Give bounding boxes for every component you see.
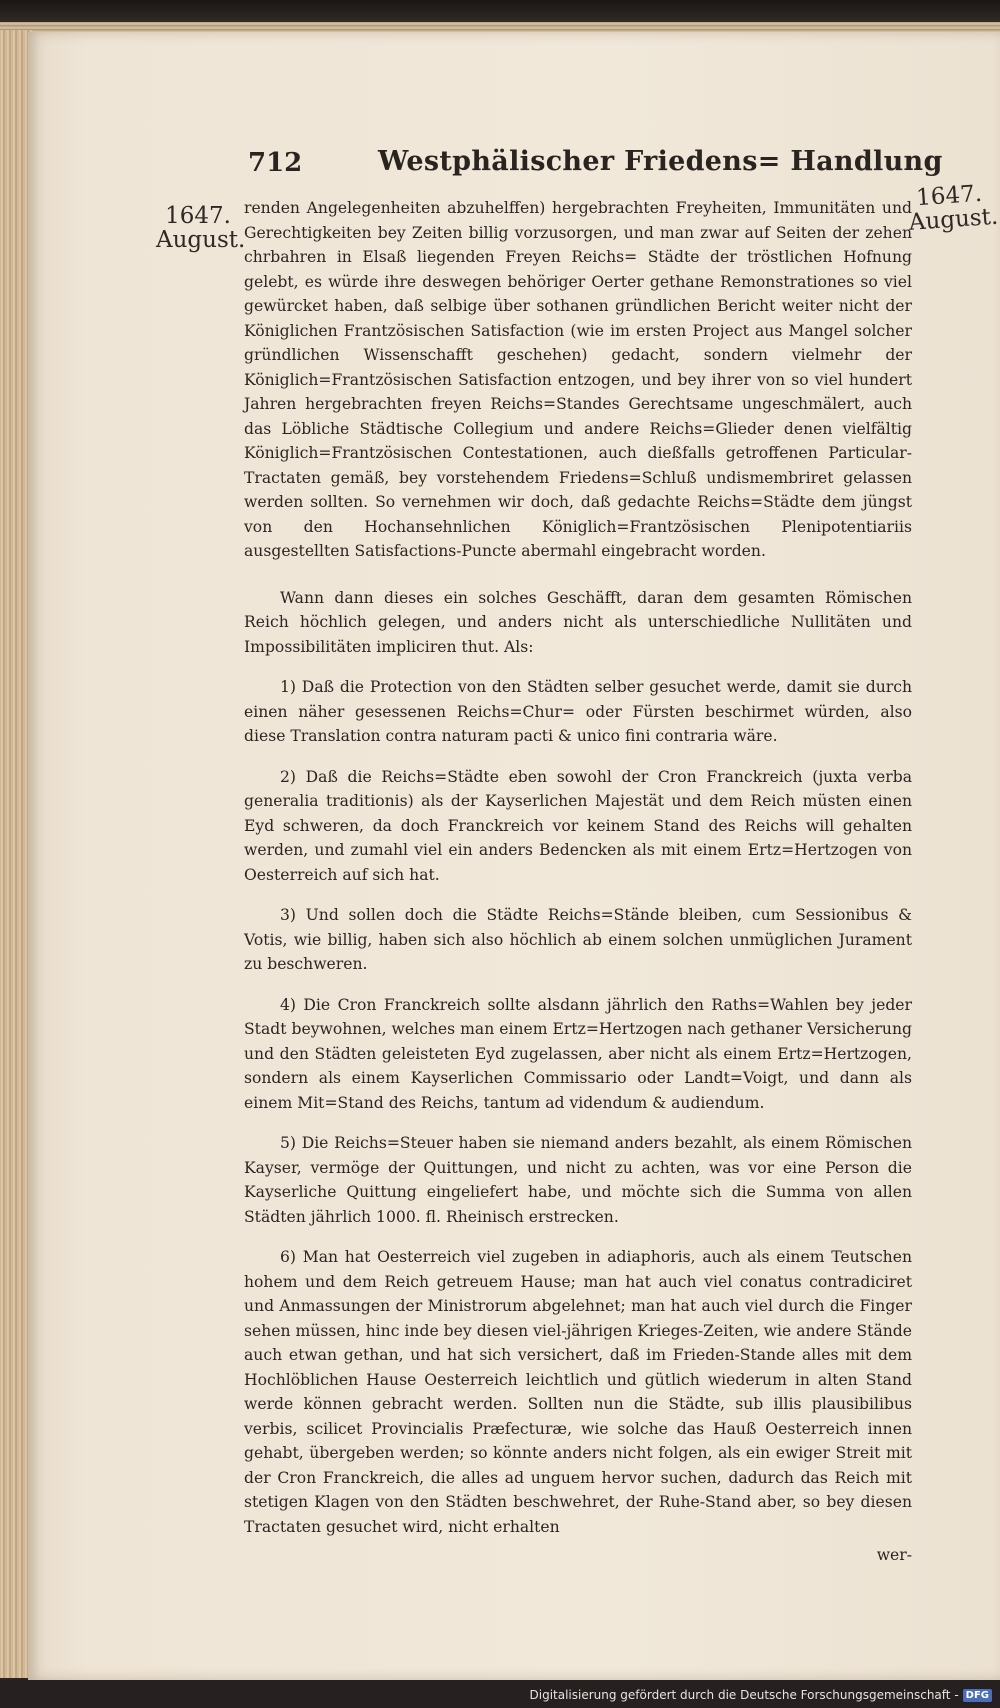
paragraph-point-5: 5) Die Reichs=Steuer haben sie niemand anders bezahlt, als einem Römischen Kayser, vermöge der Quittungen, und nicht zu achten, was vor eine Person die Kayserliche Quittung eingeliefert habe, und möchte sich die Summa von allen Städten jährlich 1000. fl. Rheinisch erstrecken.	[244, 1134, 912, 1226]
margin-date-right	[906, 180, 999, 236]
catchword: wer-	[876, 1546, 912, 1564]
margin-month-right: August.	[908, 203, 999, 236]
paragraph-point-4: 4) Die Cron Franckreich sollte alsdann jährlich den Raths=Wahlen bey jeder Stadt beywohnen, welches man einem Ertz=Hertzogen nach gethaner Versicherung und den Städten geleisteten Eyd zugelassen, aber nicht als einem Ertz=Hertzogen, sondern als einem Kayserlichen Commissario oder Landt=Voigt, und dann als einem Mit=Stand des Reichs, tantum ad videndum & audiendum.	[244, 995, 912, 1112]
page-number: 712	[248, 148, 303, 178]
paragraph-intro: Wann dann dieses ein solches Geschäfft, daran dem gesamten Römischen Reich höchlich gelegen, und anders nicht als unterschiedliche Nullitäten und Impossibilitäten impliciren thut. Als:	[244, 588, 912, 656]
paragraph-point-3: 3) Und sollen doch die Städte Reichs=Stände bleiben, cum Sessionibus & Votis, wie billig, haben sich also höchlich ab einem solchen unmüglichen Jurament zu beschweren.	[244, 906, 912, 973]
paragraph-continuation: renden Angelegenheiten abzuhelffen) hergebrachten Freyheiten, Immunitäten und Gerechtigkeiten bey Zeiten billig vorzusorgen, und man zwar auf Seiten der zehen chrbahren in Elsaß liegenden Freyen Reichs= Städte der tröstlichen Hofnung gelebt, es würde ihre deswegen behöriger Oerter gethane Remonstrationes so viel gewürcket haben, daß selbige über sothanen gründlichen Bericht weiter nicht der Königlichen Frantzösischen Satisfaction (wie im ersten Project aus Mangel solcher gründlichen Wissenschafft geschehen) gedacht, sondern vielmehr der Königlich=Frantzösischen Satisfaction entzogen, und bey ihrer von so viel hundert Jahren hergebrachten freyen Reichs=Standes Gerechtsame ungeschmälert, auch das Löbliche Städtische Collegium und andere Reichs=Glieder denen vielfältig Königlich=Frantzösischen Contestationen, auch dießfalls getroffenen Particular-Tractaten gemäß, bey vorstehendem Friedens=Schluß undismembriret gelassen werden sollten. So vernehmen wir doch, daß gedachte Reichs=Städte dem jüngst von den Hochansehnlichen Königlich=Frantzösischen Plenipotentiariis ausgestellten Satisfactions-Puncte abermahl eingebracht worden.	[244, 199, 912, 560]
paragraph-point-2: 2) Daß die Reichs=Städte eben sowohl der Cron Franckreich (juxta verba generalia traditionis) als der Kayserlichen Majestät und dem Reich müsten einen Eyd schweren, da doch Franckreich vor keinem Stand des Reichs will gehalten werden, und zumahl viel ein anders Bedencken als mit einem Ertz=Hertzogen von Oesterreich auf sich hat.	[244, 767, 912, 884]
paragraph-point-6: 6) Man hat Oesterreich viel zugeben in adiaphoris, auch als einem Teutschen hohem und dem Reich getreuem Hause; man hat auch viel conatus contradiciret und Anmassungen der Ministrorum abgelehnet; man hat auch viel durch die Finger sehen müssen, hinc inde bey diesen viel-jährigen Krieges-Zeiten, wie andere Stände auch etwan gethan, und hat sich versichert, daß im Frieden-Stande alles mit dem Hochlöblichen Hause Oesterreich leichtlich und gütlich wiederum in alten Stand werde können gebracht werden. Sollten nun die Städte, sub illis plausibilibus verbis, scilicet Provincialis Præfecturæ, wie solche das Hauß Oesterreich innen gehabt, übergeben werden; so könnte anders nicht folgen, als ein ewiger Streit mit der Cron Franckreich, die alles ad unguem hervor suchen, dadurch das Reich mit stetigen Klagen von den Städten beschwehret, der Ruhe-Stand aber, so bey diesen Tractaten gesuchet wird, nicht erhalten	[244, 1248, 912, 1536]
margin-year-right: 1647.	[915, 180, 983, 212]
margin-date-left	[156, 203, 246, 253]
margin-year-left: 1647.	[165, 203, 231, 229]
paragraph-point-1: 1) Daß die Protection von den Städten selber gesuchet werde, damit sie durch einen näher gesessenen Reichs=Chur= oder Fürsten beschirmet würden, also diese Translation contra naturam pacti & unico fini contraria wäre.	[244, 678, 912, 745]
digitization-credit	[530, 1688, 993, 1702]
margin-month-left: August.	[156, 227, 246, 253]
dfg-logo: DFG	[963, 1689, 992, 1702]
running-head: Westphälischer Friedens= Handlung	[378, 146, 943, 177]
body-text	[244, 196, 912, 1568]
credit-text: Digitalisierung gefördert durch die Deutsche Forschungsgemeinschaft -	[529, 1688, 959, 1702]
